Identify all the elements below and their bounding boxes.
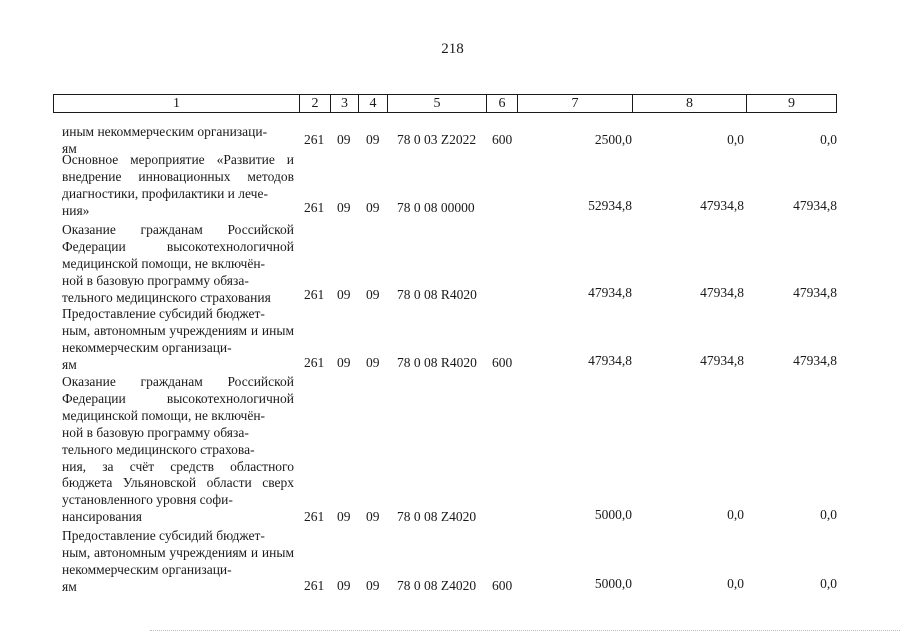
cell-section: 09 <box>337 355 351 370</box>
cell-amount-8: 47934,8 <box>700 285 744 300</box>
header-col-9: 9 <box>788 96 795 111</box>
header-col-7: 7 <box>518 95 633 112</box>
cell-grbs: 261 <box>304 132 325 147</box>
cell-target-article: 78 0 03 Z2022 <box>397 132 477 147</box>
page-number: 218 <box>441 41 464 57</box>
cell-target-article: 78 0 08 Z4020 <box>397 578 477 593</box>
cell-expense-type: 600 <box>492 355 513 370</box>
row-description: Оказание гражданам Российской Федерации высокотехнологичной медицинской помощи, не включён- ной в базовую программу обяза- тельного медицинского страхова- ния, за счёт средств областного бюджета Ульяновской области сверх установленного уровня софи- нансирования <box>62 374 294 525</box>
cell-subsection: 09 <box>366 200 380 215</box>
cell-amount-7: 2500,0 <box>594 132 632 147</box>
cell-amount-9: 0,0 <box>820 576 837 591</box>
cell-subsection: 09 <box>366 132 380 147</box>
cell-amount-9: 0,0 <box>820 507 837 522</box>
scan-edge-dots <box>150 630 900 635</box>
cell-amount-7: 47934,8 <box>588 285 632 300</box>
cell-section: 09 <box>337 509 351 524</box>
cell-target-article: 78 0 08 R4020 <box>397 287 477 302</box>
cell-grbs: 261 <box>304 578 325 593</box>
cell-grbs: 261 <box>304 200 325 215</box>
cell-target-article: 78 0 08 00000 <box>397 200 475 215</box>
table-header <box>53 94 837 113</box>
cell-target-article: 78 0 08 Z4020 <box>397 509 477 524</box>
cell-amount-7: 5000,0 <box>594 576 632 591</box>
cell-amount-9: 0,0 <box>820 132 837 147</box>
cell-expense-type: 600 <box>492 578 513 593</box>
cell-amount-7: 52934,8 <box>588 198 632 213</box>
header-col-8: 8 <box>633 95 747 112</box>
header-col-3: 3 <box>331 95 359 112</box>
cell-amount-8: 47934,8 <box>700 198 744 213</box>
cell-section: 09 <box>337 578 351 593</box>
row-description: Предоставление субсидий бюджет- ным, автономным учреждениям и иным некоммерческим организаци- ям <box>62 306 294 372</box>
header-col-5: 5 <box>388 95 487 112</box>
cell-amount-7: 47934,8 <box>588 353 632 368</box>
header-col-2: 2 <box>300 95 331 112</box>
cell-amount-8: 0,0 <box>727 507 744 522</box>
row-description: иным некоммерческим организаци- ям <box>62 124 268 156</box>
cell-section: 09 <box>337 200 351 215</box>
cell-subsection: 09 <box>366 287 380 302</box>
cell-amount-9: 47934,8 <box>793 353 837 368</box>
cell-amount-9: 47934,8 <box>793 198 837 213</box>
cell-amount-8: 0,0 <box>727 132 744 147</box>
header-col-1: 1 <box>54 95 300 112</box>
cell-amount-9: 47934,8 <box>793 285 837 300</box>
cell-grbs: 261 <box>304 509 325 524</box>
cell-expense-type: 600 <box>492 132 513 147</box>
cell-section: 09 <box>337 132 351 147</box>
header-col-6: 6 <box>487 95 518 112</box>
cell-amount-8: 47934,8 <box>700 353 744 368</box>
cell-subsection: 09 <box>366 578 380 593</box>
header-col-4: 4 <box>359 95 388 112</box>
cell-amount-7: 5000,0 <box>594 507 632 522</box>
cell-subsection: 09 <box>366 509 380 524</box>
cell-grbs: 261 <box>304 287 325 302</box>
row-description: Основное мероприятие «Развитие и внедрение инновационных методов диагностики, профилактики и лече- ния» <box>62 152 294 218</box>
row-description: Оказание гражданам Российской Федерации высокотехнологичной медицинской помощи, не включён- ной в базовую программу обяза- тельного медицинского страхования <box>62 222 294 305</box>
row-description: Предоставление субсидий бюджет- ным, автономным учреждениям и иным некоммерческим организаци- ям <box>62 528 294 594</box>
cell-subsection: 09 <box>366 355 380 370</box>
cell-amount-8: 0,0 <box>727 576 744 591</box>
cell-section: 09 <box>337 287 351 302</box>
cell-grbs: 261 <box>304 355 325 370</box>
cell-target-article: 78 0 08 R4020 <box>397 355 477 370</box>
